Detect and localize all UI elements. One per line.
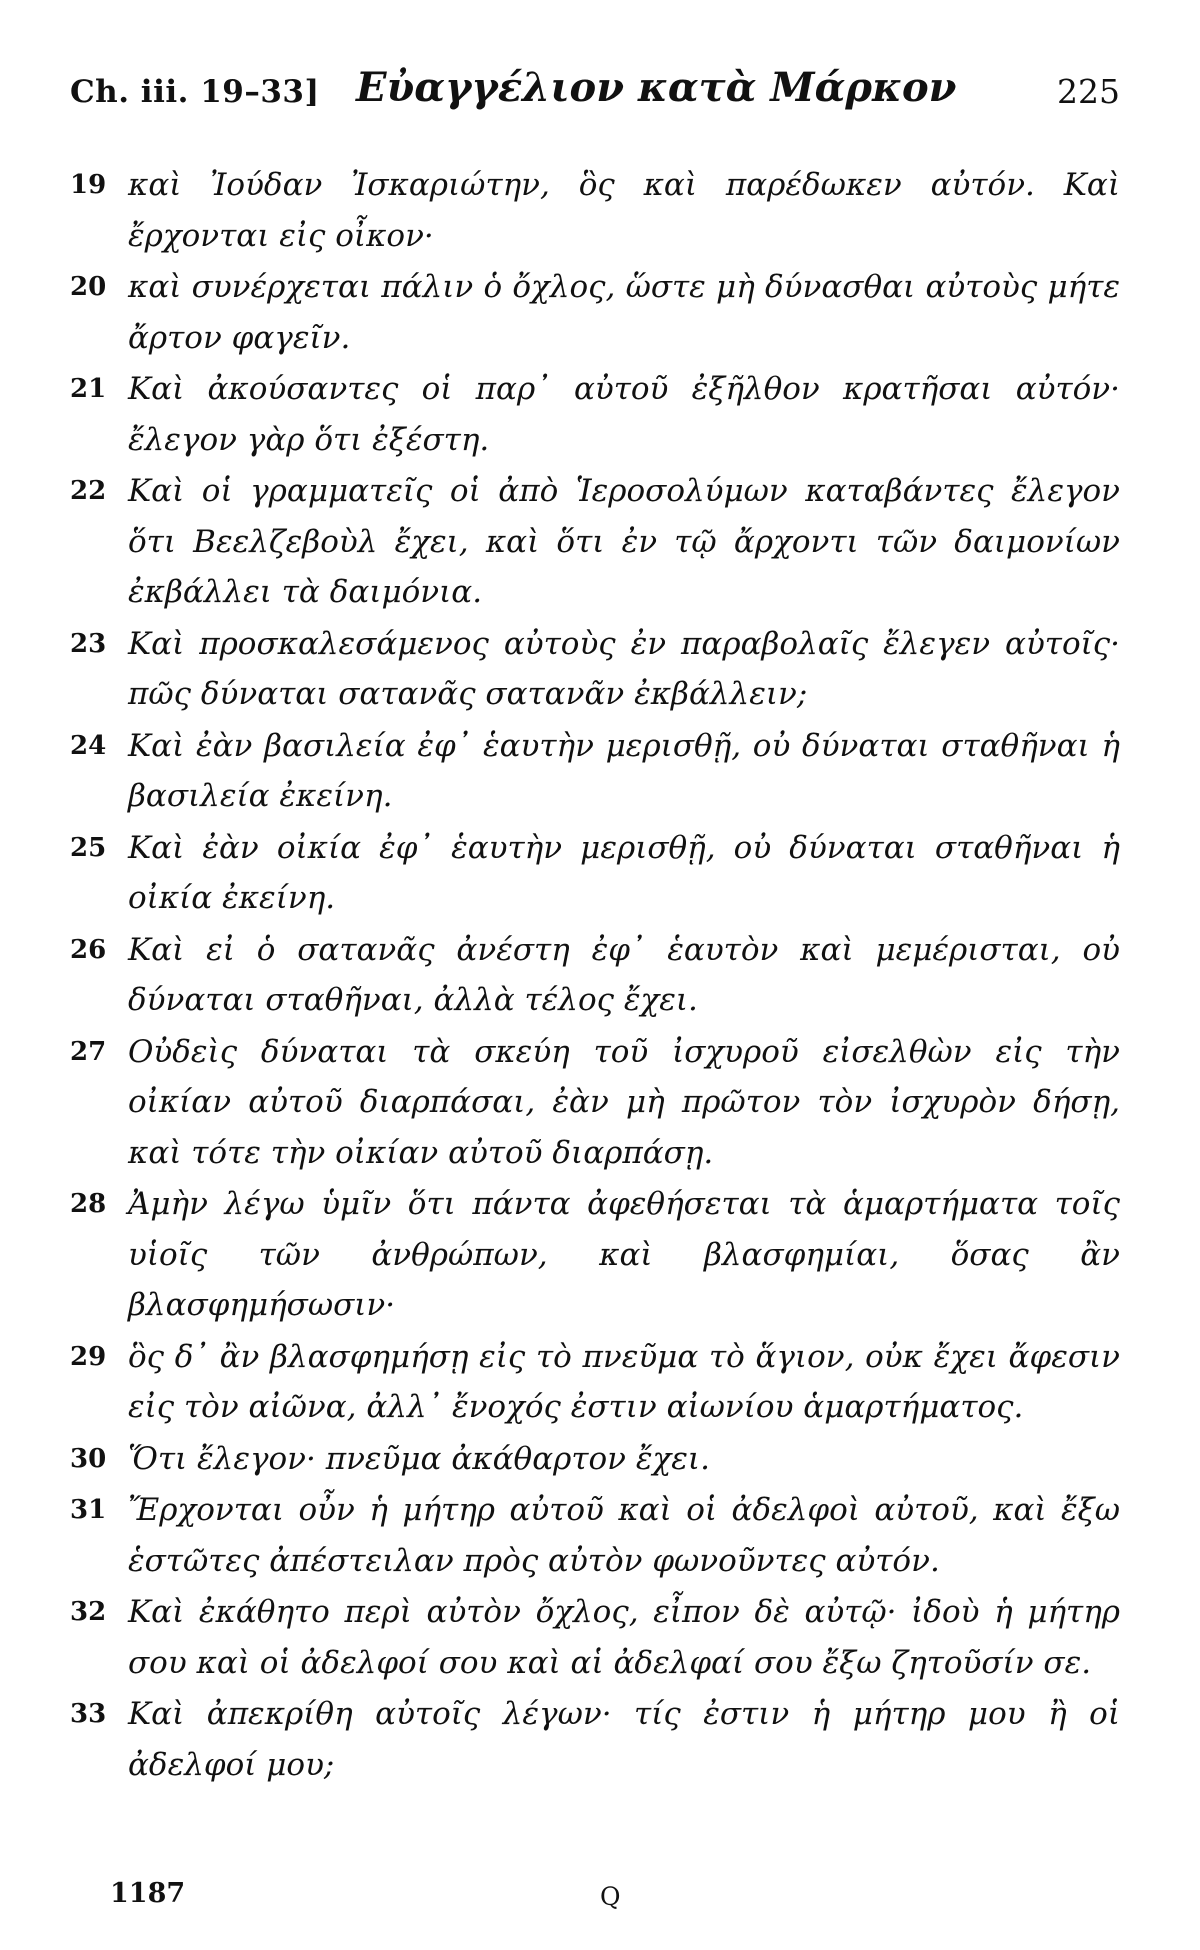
verse-29 [70, 1332, 1120, 1433]
verse-text: Ἔρχονται οὖν ἡ μήτηρ αὐτοῦ καὶ οἱ ἀδελφοὶ αὐτοῦ, καὶ ἔξω ἑστῶτες ἀπέστειλαν πρὸς αὐτὸν φωνοῦντες αὐτόν. [128, 1492, 1120, 1579]
page-footer [70, 1878, 1120, 1918]
verse-24 [70, 721, 1120, 822]
verse-text: Καὶ ἐὰν βασιλεία ἐφ᾽ ἑαυτὴν μερισθῇ, οὐ δύναται σταθῆναι ἡ βασιλεία ἐκείνη. [128, 727, 1120, 814]
verse-text: Καὶ ἐκάθητο περὶ αὐτὸν ὄχλος, εἶπον δὲ αὐτῷ· ἰδοὺ ἡ μήτηρ σου καὶ οἱ ἀδελφοί σου καὶ αἱ ἀδελφαί σου ἔξω ζητοῦσίν σε. [128, 1594, 1120, 1681]
verse-number: 21 [70, 374, 107, 404]
verse-number: 31 [70, 1495, 107, 1525]
verse-text: καὶ συνέρχεται πάλιν ὁ ὄχλος, ὥστε μὴ δύνασθαι αὐτοὺς μήτε ἄρτον φαγεῖν. [128, 269, 1120, 356]
verse-number: 20 [70, 272, 107, 302]
verse-32 [70, 1587, 1120, 1688]
verse-text: καὶ Ἰούδαν Ἰσκαριώτην, ὃς καὶ παρέδωκεν αὐτόν. Καὶ ἔρχονται εἰς οἶκον· [128, 167, 1120, 254]
page-title: Εὐαγγέλιον κατὰ Μάρκον [356, 64, 957, 111]
verse-number: 24 [70, 730, 107, 761]
verse-21 [70, 364, 1120, 465]
verse-number: 29 [70, 1341, 107, 1372]
verse-number: 22 [70, 476, 107, 506]
verse-text: Οὐδεὶς δύναται τὰ σκεύη τοῦ ἰσχυροῦ εἰσελθὼν εἰς τὴν οἰκίαν αὐτοῦ διαρπάσαι, ἐὰν μὴ πρῶτον τὸν ἰσχυρὸν δήσῃ, καὶ τότε τὴν οἰκίαν αὐτοῦ διαρπάσῃ. [128, 1033, 1120, 1171]
running-header [70, 58, 1120, 118]
verse-22 [70, 466, 1120, 618]
verse-text: Καὶ προσκαλεσάμενος αὐτοὺς ἐν παραβολαῖς ἔλεγεν αὐτοῖς· πῶς δύναται σατανᾶς σατανᾶν ἐκβάλλειν; [128, 625, 1120, 712]
verse-number: 33 [70, 1699, 107, 1729]
verse-text: Καὶ ἀκούσαντες οἱ παρ᾽ αὐτοῦ ἐξῆλθον κρατῆσαι αὐτόν· ἔλεγον γὰρ ὅτι ἐξέστη. [128, 371, 1120, 458]
verse-list [70, 160, 1120, 1791]
chapter-range: Ch. iii. 19–33] [70, 74, 320, 110]
verse-number: 26 [70, 934, 107, 965]
verse-26 [70, 925, 1120, 1026]
verse-27 [70, 1027, 1120, 1179]
verse-number: 28 [70, 1189, 107, 1219]
verse-31 [70, 1485, 1120, 1586]
page-number: 225 [1057, 72, 1120, 111]
verse-28 [70, 1179, 1120, 1331]
verse-text: ὃς δ᾽ ἂν βλασφημήσῃ εἰς τὸ πνεῦμα τὸ ἅγιον, οὐκ ἔχει ἄφεσιν εἰς τὸν αἰῶνα, ἀλλ᾽ ἔνοχός ἐστιν αἰωνίου ἁμαρτήματος. [128, 1338, 1120, 1425]
verse-text: Καὶ οἱ γραμματεῖς οἱ ἀπὸ Ἱεροσολύμων καταβάντες ἔλεγον ὅτι Βεελζεβοὺλ ἔχει, καὶ ὅτι ἐν τῷ ἄρχοντι τῶν δαιμονίων ἐκβάλλει τὰ δαιμόνια. [128, 473, 1120, 610]
verse-text: Καὶ ἐὰν οἰκία ἐφ᾽ ἑαυτὴν μερισθῇ, οὐ δύναται σταθῆναι ἡ οἰκία ἐκείνη. [128, 829, 1120, 916]
verse-text: Καὶ εἰ ὁ σατανᾶς ἀνέστη ἐφ᾽ ἑαυτὸν καὶ μεμέρισται, οὐ δύναται σταθῆναι, ἀλλὰ τέλος ἔχει. [128, 931, 1120, 1018]
verse-text: Ἀμὴν λέγω ὑμῖν ὅτι πάντα ἀφεθήσεται τὰ ἁμαρτήματα τοῖς υἱοῖς τῶν ἀνθρώπων, καὶ βλασφημίαι, ὅσας ἂν βλασφημήσωσιν· [128, 1186, 1120, 1323]
verse-number: 30 [70, 1443, 107, 1474]
verse-text: Καὶ ἀπεκρίθη αὐτοῖς λέγων· τίς ἐστιν ἡ μήτηρ μου ἢ οἱ ἀδελφοί μου; [128, 1696, 1120, 1783]
verse-number: 25 [70, 832, 107, 863]
printer-signature: 1187 [110, 1878, 186, 1909]
verse-25 [70, 823, 1120, 924]
verse-number: 27 [70, 1036, 107, 1067]
verse-30 [70, 1434, 1120, 1485]
verse-text: Ὅτι ἔλεγον· πνεῦμα ἀκάθαρτον ἔχει. [128, 1440, 710, 1477]
verse-number: 19 [70, 170, 107, 200]
verse-number: 23 [70, 628, 107, 659]
verse-19 [70, 160, 1120, 261]
verse-number: 32 [70, 1597, 107, 1627]
verse-23 [70, 619, 1120, 720]
verse-33 [70, 1689, 1120, 1790]
gathering-mark: Q [600, 1882, 621, 1911]
verse-20 [70, 262, 1120, 363]
